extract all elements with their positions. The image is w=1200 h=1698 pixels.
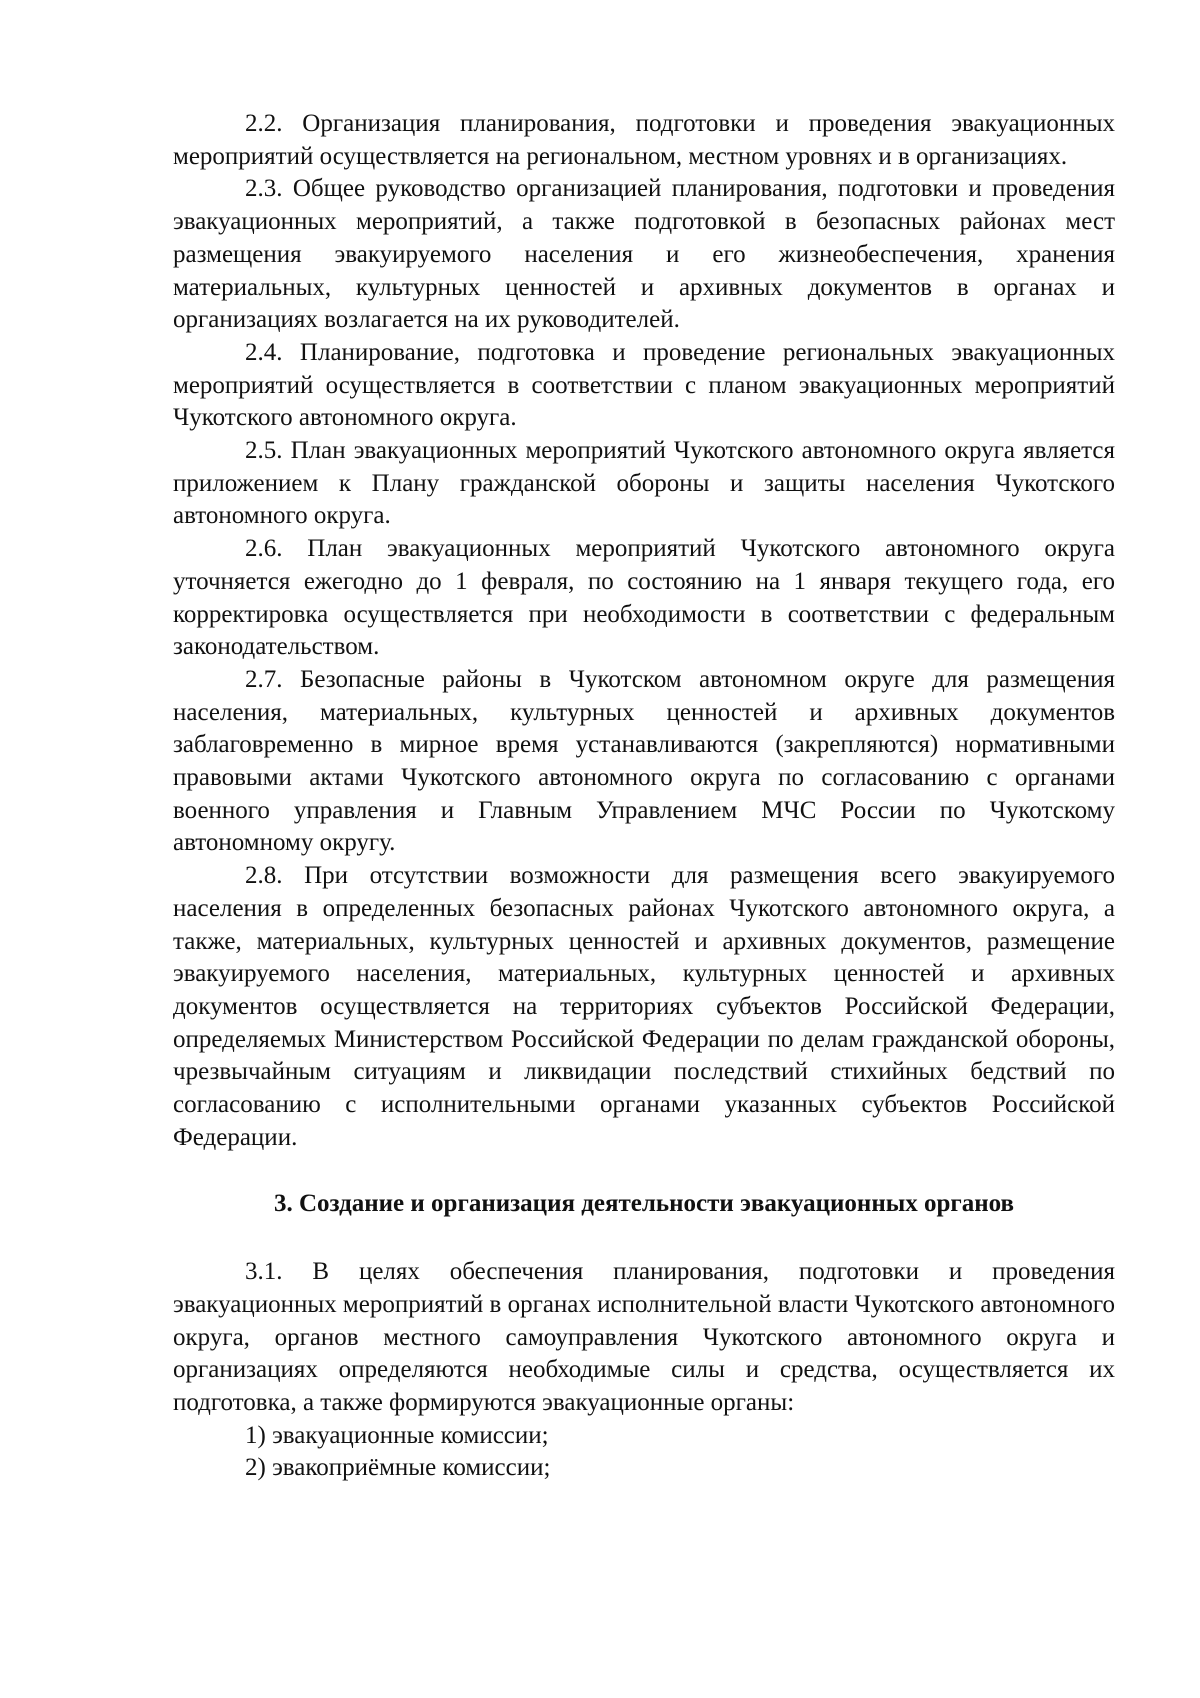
- paragraph-2-7: 2.7. Безопасные районы в Чукотском автономном округе для размещения населения, материальных, культурных ценностей и архивных документов заблаговременно в мирное время устанавливаются (закрепляются) нормативными правовыми актами Чукотского автономного округа по согласованию с органами военного управления и Главным Управлением МЧС России по Чукотскому автономному округу.: [173, 665, 1115, 857]
- section-3-heading: 3. Создание и организация деятельности эвакуационных органов: [273, 1189, 1015, 1217]
- paragraph-3-1: 3.1. В целях обеспечения планирования, подготовки и проведения эвакуационных мероприятий в органах исполнительной власти Чукотского автономного округа, органов местного самоуправления Чукотского автономного округа и организациях определяются необходимые силы и средства, осуществляется их подготовка, а также формируются эвакуационные органы:: [173, 1258, 1116, 1417]
- paragraph-2-2: 2.2. Организация планирования, подготовки и проведения эвакуационных мероприятий осуществляется на региональном, местном уровнях и в организациях.: [173, 110, 1115, 170]
- list-item: 1) эвакуационные комиссии;: [245, 1421, 549, 1449]
- paragraph-2-6: 2.6. План эвакуационных мероприятий Чукотского автономного округа уточняется ежегодно до 1 февраля, по состоянию на 1 января текущего года, его корректировка осуществляется при необходимости в соответствии с федеральным законодательством.: [173, 535, 1115, 661]
- paragraph-2-8: 2.8. При отсутствии возможности для размещения всего эвакуируемого населения в определенных безопасных районах Чукотского автономного округа, а также, материальных, культурных ценностей и архивных документов, размещение эвакуируемого населения, материальных, культурных ценностей и архивных документов осуществляется на территориях субъектов Российской Федерации, определяемых Министерством Российской Федерации по делам гражданской обороны, чрезвычайным ситуациям и ликвидации последствий стихийных бедствий по согласованию с исполнительными органами указанных субъектов Российской Федерации.: [173, 862, 1115, 1151]
- paragraph-2-4: 2.4. Планирование, подготовка и проведение региональных эвакуационных мероприятий осуществляется в соответствии с планом эвакуационных мероприятий Чукотского автономного округа.: [173, 338, 1115, 432]
- paragraph-2-3: 2.3. Общее руководство организацией планирования, подготовки и проведения эвакуационных мероприятий, а также подготовкой в безопасных районах мест размещения эвакуируемого населения и его жизнеобеспечения, хранения материальных, культурных ценностей и архивных документов в органах и организациях возлагается на их руководителей.: [173, 175, 1115, 334]
- list-item: 2) эвакоприёмные комиссии;: [245, 1454, 551, 1482]
- document-page: [173, 108, 1115, 1485]
- paragraph-2-5: 2.5. План эвакуационных мероприятий Чукотского автономного округа является приложением к Плану гражданской обороны и защиты населения Чукотского автономного округа.: [173, 437, 1115, 530]
